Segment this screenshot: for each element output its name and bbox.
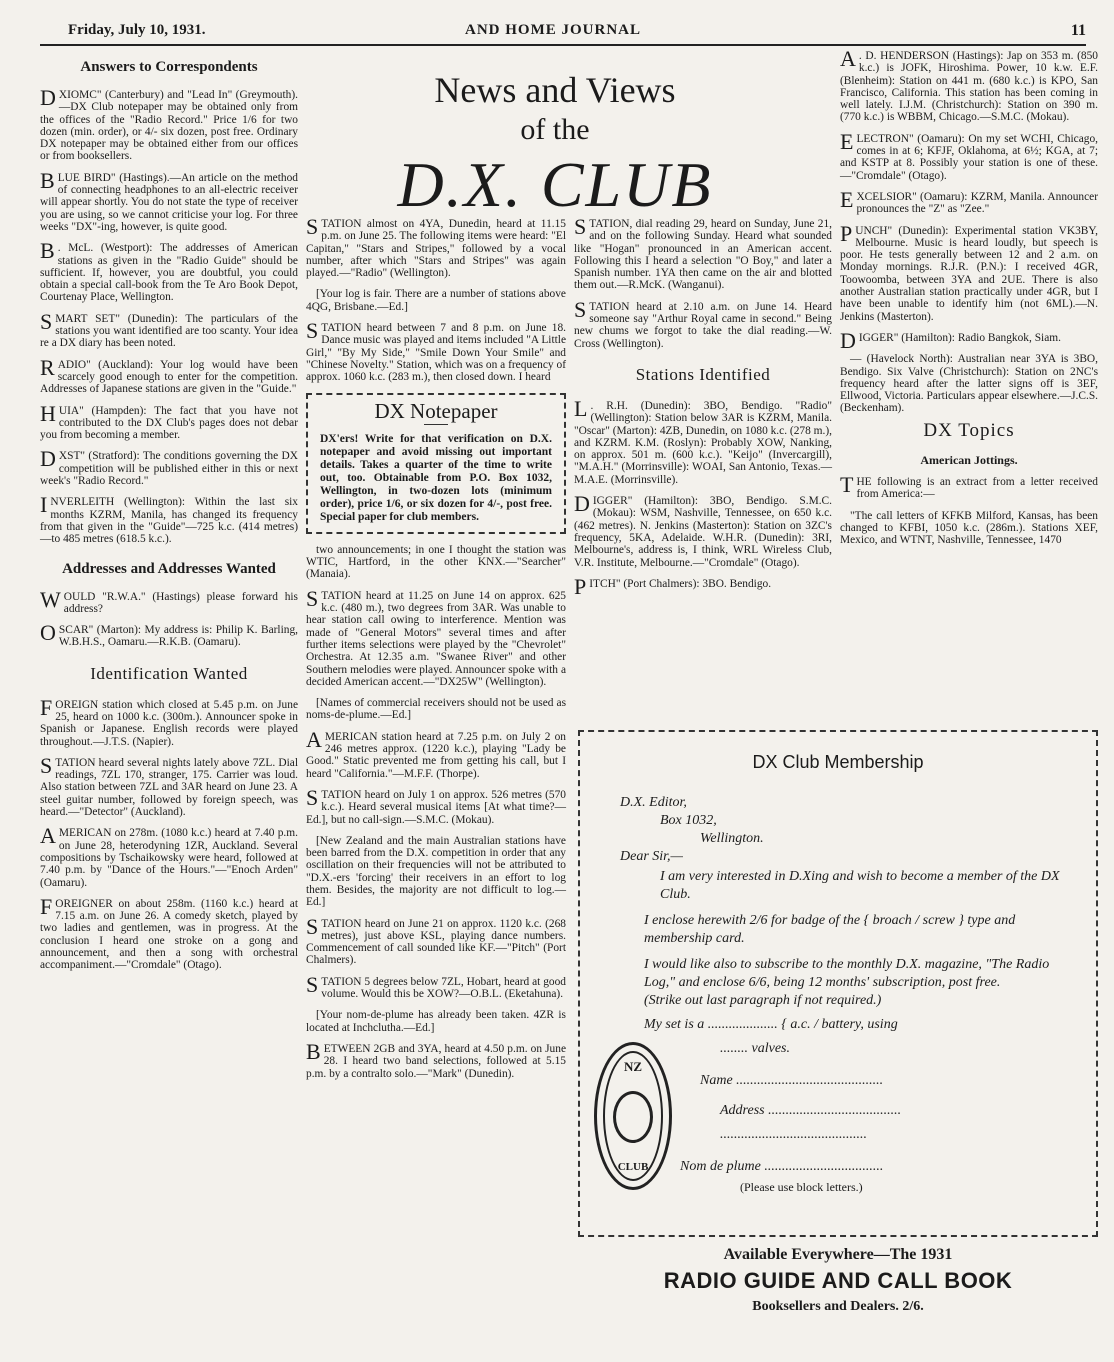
drop-cap: D: [40, 85, 56, 110]
drop-cap: A: [840, 46, 856, 71]
paragraph-text: OULD "R.W.A." (Hastings) please forward his address?: [63, 590, 298, 615]
form-line: Box 1032,: [660, 813, 717, 828]
paragraph: [306, 913, 566, 967]
paragraph: [40, 446, 298, 488]
drop-cap: W: [40, 586, 61, 612]
paragraph: [40, 85, 298, 163]
paragraph-text: ITCH" (Port Chalmers): 3BO. Bendigo.: [589, 577, 772, 590]
paragraph-text: TATION heard several nights lately above 7ZL. Dial readings, 7ZL 170, stranger, 175. Carrier was loud. Also station between 7ZL and 3AR heard on June 23. A steel guitar number, followed by foreign speech, was heard.—"Detector" (Auckland).: [40, 756, 298, 819]
paragraph-text: XST" (Stratford): The conditions governing the DX competition will be published either in this or next week's "Radio Record.": [40, 450, 298, 488]
paragraph: [40, 893, 298, 972]
paragraph-text: TATION heard on July 1 on approx. 526 metres (570 k.c.). Heard several musical items [At what time?—Ed.], but no call-sign.—S.M.C. (Mokau).: [306, 788, 566, 826]
paragraph: [840, 353, 1098, 414]
paragraph-text: MERICAN on 278m. (1080 k.c.) heard at 7.40 p.m. on June 28, heterodyning 1ZR, Auckland. Several compositions by Tschaikowsky were heard, followed at 7.40 p.m. by "Dance of the Hours."—"Enoch Arden" (Oamaru).: [40, 827, 298, 889]
drop-cap: F: [40, 893, 53, 919]
masthead-line2: of the: [520, 113, 590, 146]
paragraph: [840, 128, 1098, 182]
drop-cap: S: [306, 971, 319, 997]
column-3: [574, 214, 832, 599]
paragraph: [40, 400, 298, 442]
notepaper-body: DX'ers! Write for that verification on D.X. notepaper and avoid missing out important details. Takes a quarter of the time to write out, too. Obtainable from P.O. Box 1032, Wellington, in two-dozen lots (minimum order), price 1/6, or six dozen for 4/-, post free. Special paper for club members.: [320, 432, 552, 523]
paragraph: [840, 186, 1098, 216]
drop-cap: E: [840, 128, 854, 154]
drop-cap: D: [40, 446, 56, 472]
form-line: (Strike out last paragraph if not required.): [644, 993, 882, 1008]
addresses-list: [40, 586, 298, 649]
column-1: [40, 50, 298, 981]
paragraph-text: . R.H. (Dunedin): 3BO, Bendigo. "Radio" (Wellington): Station below 3AR is KZRM, Manila. "Oscar" (Marton): 4ZB, Dunedin, on 1080 k.c. (278 m.), and KZRM. K.M. (Roslyn): Probably XOW, Nanking, on approx. 501 m. (600 k.c.). "Keijo" (Invercargill), "M.A.H." (Morrinsville): WOAI, San Antonio, Texas.—M.A.E. (Morrinsville).: [574, 399, 832, 486]
drop-cap: H: [40, 400, 56, 426]
paragraph: [840, 472, 1098, 501]
drop-cap: A: [306, 726, 322, 752]
paragraph: [574, 296, 832, 350]
membership-form: [578, 730, 1098, 1237]
paragraph-text: TATION heard between 7 and 8 p.m. on June 18. Dance music was played and items included "A Little Girl," "By My Side," "Smile Down Your Smile" and "Chinese Novelty." Station, which was on a frequency of approx. 1060 k.c. (283 m.), then closed down. I heard: [306, 322, 566, 384]
paragraph-text: XCELSIOR" (Oamaru): KZRM, Manila. Announcer pronounces the "Z" as "Zee.": [856, 190, 1098, 216]
advert-line2: RADIO GUIDE AND CALL BOOK: [663, 1268, 1013, 1293]
drop-cap: S: [40, 752, 53, 778]
drop-cap: O: [40, 620, 56, 646]
drop-cap: F: [40, 694, 53, 720]
jottings-list: [840, 472, 1098, 547]
notepaper-title: DX Notepaper: [320, 405, 552, 425]
advert-line3: Booksellers and Dealers. 2/6.: [752, 1299, 924, 1314]
paragraph: [840, 220, 1098, 323]
notepaper-box: [306, 393, 566, 534]
drop-cap: S: [40, 308, 53, 334]
form-line: Wellington.: [700, 831, 764, 846]
paragraph-text: NVERLEITH (Wellington): Within the last six months KZRM, Manila, has changed its frequency from that given in the "Guide"—725 k.c. (414 metres)—to 485 metres (618.5 k.c.).: [40, 496, 298, 546]
badge-core: [613, 1091, 653, 1143]
membership-lines: [620, 794, 1070, 1196]
paragraph: [306, 288, 566, 313]
paragraph: [840, 510, 1098, 547]
jottings-heading: American Jottings.: [920, 453, 1018, 468]
paragraph-text: two announcements; in one I thought the station was WTIC, Hartford, in the other KNX.—"Searcher" (Manaia).: [306, 543, 566, 581]
paragraph-text: "The call letters of KFKB Milford, Kansas, has been changed to KFBI, 1050 k.c. (286m.). Stations XEF, Mexico, and WTNT, Nashville, Tennessee, 1470: [840, 509, 1098, 547]
paragraph-text: ETWEEN 2GB and 3YA, heard at 4.50 p.m. on June 28. I heard two band selections, followed at 5.15 p.m. by a contralto solo.—"Mark" (Dunedin).: [306, 1042, 566, 1080]
paragraph: [306, 585, 566, 688]
paragraph: [40, 167, 298, 233]
drop-cap: L: [574, 395, 588, 421]
paragraph-text: OREIGNER on about 258m. (1160 k.c.) heard at 7.15 a.m. on June 26. A comedy sketch, played by two ladies and gentlemen, was in progress. At the conclusion I heard one stroke on a gong and announcement, and then a song with orchestral accompaniment.—"Cromdale" (Otago).: [40, 897, 298, 972]
paragraph-text: TATION heard at 2.10 a.m. on June 14. Heard someone say "Arthur Royal came in second." Being new chums we forgot to take the dial reading.—W. Cross (Wellington).: [574, 300, 832, 350]
paragraph: [574, 491, 832, 569]
paragraph: [306, 1009, 566, 1034]
paragraph-text: TATION almost on 4YA, Dunedin, heard at 11.15 p.m. on June 25. The following items were heard: "El Capitan," "Stars and Stripes," followed by a vocal number, after which "Stars and Stripes" was again played.—"Radio" (Wellington).: [306, 218, 566, 280]
header-rule: [40, 44, 1086, 46]
issue-date: Friday, July 10, 1931.: [68, 22, 206, 38]
paragraph-text: . D. HENDERSON (Hastings): Jap on 353 m. (850 k.c.) is JOFK, Hiroshima. Power, 10 k.w. E.F. (Blenheim): Station on 441 m. (680 k.c.) is KPO, San Francisco, California. This station has been coming in well lately. I.J.M. (Christchurch): Station on 390 m. (770 k.c.) is WBBM, Chicago.—S.M.C. (Mokau).: [840, 50, 1098, 124]
drop-cap: B: [40, 167, 55, 193]
paragraph-text: TATION 5 degrees below 7ZL, Hobart, heard at good volume. Would this be XOW?—O.B.L. (Eketahuna).: [321, 975, 566, 1001]
drop-cap: S: [306, 585, 319, 611]
membership-title: DX Club Membership: [752, 752, 924, 772]
drop-cap: D: [574, 491, 590, 517]
dx-topics-heading: DX Topics: [923, 419, 1015, 441]
column-2: [306, 214, 566, 1089]
paragraph: [574, 395, 832, 486]
paragraph-text: [Names of commercial receivers should not be used as noms-de-plume.—Ed.]: [306, 697, 566, 722]
drop-cap: S: [306, 913, 319, 939]
paragraph: [40, 586, 298, 616]
paragraph: [574, 214, 832, 292]
column-4: [840, 46, 1098, 556]
form-line: ........ valves.: [720, 1041, 790, 1056]
paragraph-text: IGGER" (Hamilton): 3BO, Bendigo. S.M.C. (Mokau): WSM, Nashville, Tennessee, on 650 k.c. (462 metres). N. Jenkins (Masterton): Station on 3ZC's frequency, 5KA, Adelaide. W.H.R. (Dunedin): 3RI, Melbourne's, address is, I think, WRL Wireless Club, V.R. Institute, Melbourne.—"Cromdale" (Otago).: [574, 495, 832, 569]
radio-guide-advert: [578, 1244, 1098, 1318]
paragraph: [306, 726, 566, 780]
paragraph-text: SCAR" (Marton): My address is: Philip K. Barling, W.B.H.S., Oamaru.—R.K.B. (Oamaru).: [58, 624, 298, 649]
answers-list: [40, 85, 298, 546]
paragraph-text: — (Havelock North): Australian near 3YA is 3BO, Bendigo. Six Valve (Christchurch): Station on 2NC's frequency heard after the latter signs off is 3EF, Ellwood, Victoria. Particulars appear elsewhere.—J.C.S. (Beckenham).: [840, 353, 1098, 415]
form-line: Address ......................................: [720, 1103, 902, 1118]
paragraph: [40, 752, 298, 819]
drop-cap: P: [574, 573, 587, 599]
answers-heading: Answers to Correspondents: [80, 59, 258, 75]
paragraph-text: HE following is an extract from a letter received from America:—: [856, 476, 1098, 501]
stations-identified-list: [574, 395, 832, 599]
club-badge-icon: [594, 1042, 672, 1190]
drop-cap: S: [306, 214, 319, 239]
paragraph: [306, 835, 566, 909]
advert-line1: Available Everywhere—The 1931: [723, 1246, 953, 1263]
paragraph-text: LUE BIRD" (Hastings).—An article on the method of connecting headphones to an all-electric receiver will appear shortly. You do not state the type of receiver you are using, so we cannot criticise your log. For three weeks "DX"-ing, however, is quite good.: [40, 171, 298, 233]
addresses-heading: Addresses and Addresses Wanted: [62, 560, 276, 577]
paragraph: [840, 327, 1098, 353]
paragraph: [840, 46, 1098, 124]
badge-bottom-text: CLUB: [617, 1161, 649, 1173]
paragraph: [306, 971, 566, 1001]
drop-cap: B: [306, 1038, 321, 1064]
paragraph-text: MART SET" (Dunedin): The particulars of the stations you want identified are too scanty. Your idea re a DX diary has been noted.: [40, 312, 298, 350]
identification-list: [40, 694, 298, 972]
drop-cap: S: [306, 318, 319, 344]
drop-cap: T: [840, 472, 854, 498]
paragraph-text: [Your log is fair. There are a number of stations above 4QG, Brisbane.—Ed.]: [306, 288, 566, 313]
paragraph-text: . McL. (Westport): The addresses of American stations as given in the "Radio Guide" should be sufficient. If, however, you are doubtful, you could obtain a special call-book from the Te Aro Book Depot, Courtenay Place, Wellington.: [40, 242, 298, 304]
form-line: ..........................................: [720, 1127, 867, 1142]
form-line: I would like also to subscribe to the monthly D.X. magazine, "The Radio Log," and enclose 6/6, being 12 months' subscription, post free.: [644, 957, 1050, 990]
paragraph-text: LECTRON" (Oamaru): On my set WCHI, Chicago, comes in at 6; KFJF, Oklahoma, at 6½; KGA, at 7; and KSTP at 8. Possibly your station is one of these.—"Cromdale" (Otago).: [840, 132, 1098, 182]
form-line: Dear Sir,—: [620, 849, 684, 864]
paragraph: [40, 620, 298, 649]
paragraph: [40, 694, 298, 748]
paragraph: [40, 308, 298, 350]
badge-top-text: NZ: [623, 1059, 643, 1074]
paragraph-text: TATION, dial reading 29, heard on Sunday, June 21, and on the following Sunday. Heard what sounded like "Hogan" pronounced in an American accent. Following this I heard a selection "O Boy," and later a Spanish number. 1YA then came on the air and blotted them out.—R.McK. (Wanganui).: [574, 218, 832, 292]
paragraph: [306, 1038, 566, 1080]
paragraph-text: UNCH" (Dunedin): Experimental station VK3BY, Melbourne. Music is heard loudly, but speech is poor. He tests generally between 12 and 2 a.m. on Monday mornings. R.J.R. (P.N.): I received 4GR, Toowoomba, between 3YA and 2UE. There is also another Australian station practically under 4GR, but I have been unable to identify him (not 6ML).—N. Jenkins (Masterton).: [840, 224, 1098, 323]
drop-cap: S: [574, 214, 587, 239]
page-number: 11: [1070, 22, 1086, 39]
drop-cap: D: [840, 327, 856, 353]
paragraph-text: [Your nom-de-plume has already been taken. 4ZR is located at Inchclutha.—Ed.]: [306, 1009, 566, 1034]
paragraph: [40, 354, 298, 396]
paragraph: [306, 544, 566, 581]
form-line: I am very interested in D.Xing and wish to become a member of the DX Club.: [660, 869, 1060, 902]
paragraph-text: TATION heard on June 21 on approx. 1120 k.c. (268 metres), just above KSL, playing dance numbers. Commencement of call sounded like KF.—"Pitch" (Port Chalmers).: [306, 917, 566, 967]
stations-identified-heading: Stations Identified: [635, 364, 771, 384]
drop-cap: S: [574, 296, 587, 322]
paragraph-text: [New Zealand and the main Australian stations have been barred from the D.X. competition in order that any oscillation on their frequencies will not be attributed to "D.X.-ers 'forcing' their receivers in an effort to log them. Besides, the majority are not difficult to log.—Ed.]: [306, 834, 566, 909]
paragraph-text: UIA" (Hampden): The fact that you have not contributed to the DX Club's pages does not debar you from becoming a member.: [40, 404, 298, 442]
col2-bottom-list: [306, 544, 566, 1080]
paragraph-text: IGGER" (Hamilton): Radio Bangkok, Siam.: [858, 331, 1061, 344]
col3-top-list: [574, 214, 832, 350]
paragraph: [40, 492, 298, 546]
identification-heading: Identification Wanted: [90, 663, 248, 683]
paragraph-text: XIOMC" (Canterbury) and "Lead In" (Greymouth).—DX Club notepaper may be obtained only from the offices of the "Radio Record." Price 1/6 for two dozen (min. order), or 4/- six dozen, post free. Ordinary DX notepaper may be obtained either from our offices or from booksellers.: [40, 89, 298, 163]
col4-list: [840, 46, 1098, 415]
drop-cap: I: [40, 492, 48, 518]
page-header: [40, 22, 1086, 44]
paragraph: [306, 697, 566, 722]
paragraph: [306, 318, 566, 384]
masthead: [350, 68, 760, 222]
paragraph: [40, 823, 298, 889]
form-line: D.X. Editor,: [620, 795, 687, 810]
paragraph-text: TATION heard at 11.25 on June 14 on approx. 625 k.c. (480 m.), two degrees from 3AR. Was unable to hear station call owing to interference. Mention was made of "General Motors" several times and after further items selections were played by the "Chevrolet" Orchestra. At 12.35 a.m. "Swanee River" and other Southern melodies were played. Announcer spoke with a decided American accent.—"DX25W" (Wellington).: [306, 589, 566, 688]
paragraph: [40, 238, 298, 304]
journal-title: AND HOME JOURNAL: [465, 22, 641, 38]
paragraph-text: OREIGN station which closed at 5.45 p.m. on June 25, heard on 1000 k.c. (300m.). Announcer spoke in Spanish or Japanese. English records were played throughout.—J.T.S. (Napier).: [40, 698, 298, 748]
paragraph: [306, 784, 566, 826]
paragraph: [306, 214, 566, 280]
form-line: I enclose herewith 2/6 for badge of the { broach / screw } type and membership card.: [644, 913, 1016, 946]
drop-cap: E: [840, 186, 854, 212]
drop-cap: P: [840, 220, 853, 246]
paragraph-text: MERICAN station heard at 7.25 p.m. on July 2 on 246 metres approx. (1220 k.c.), playing "Lady be Good." Static prevented me from getting his call, but I heard "California."—M.F.F. (Thorpe).: [306, 730, 566, 780]
drop-cap: B: [40, 238, 55, 264]
masthead-line3: D.X. CLUB: [397, 149, 713, 220]
drop-cap: R: [40, 354, 55, 380]
col2-top-list: [306, 214, 566, 384]
paragraph-text: ADIO" (Auckland): Your log would have been scarcely good enough to enter for the competition. Addresses of Japanese stations are given in the "Guide.": [40, 358, 298, 396]
drop-cap: S: [306, 784, 319, 810]
form-line: Nom de plume ..................................: [680, 1159, 884, 1174]
masthead-line1: News and Views: [434, 70, 676, 110]
paragraph: [574, 573, 832, 599]
form-line: (Please use block letters.): [740, 1180, 863, 1194]
drop-cap: A: [40, 823, 56, 849]
form-line: Name ..........................................: [700, 1073, 884, 1088]
form-line: My set is a .................... { a.c. / battery, using: [644, 1017, 898, 1032]
